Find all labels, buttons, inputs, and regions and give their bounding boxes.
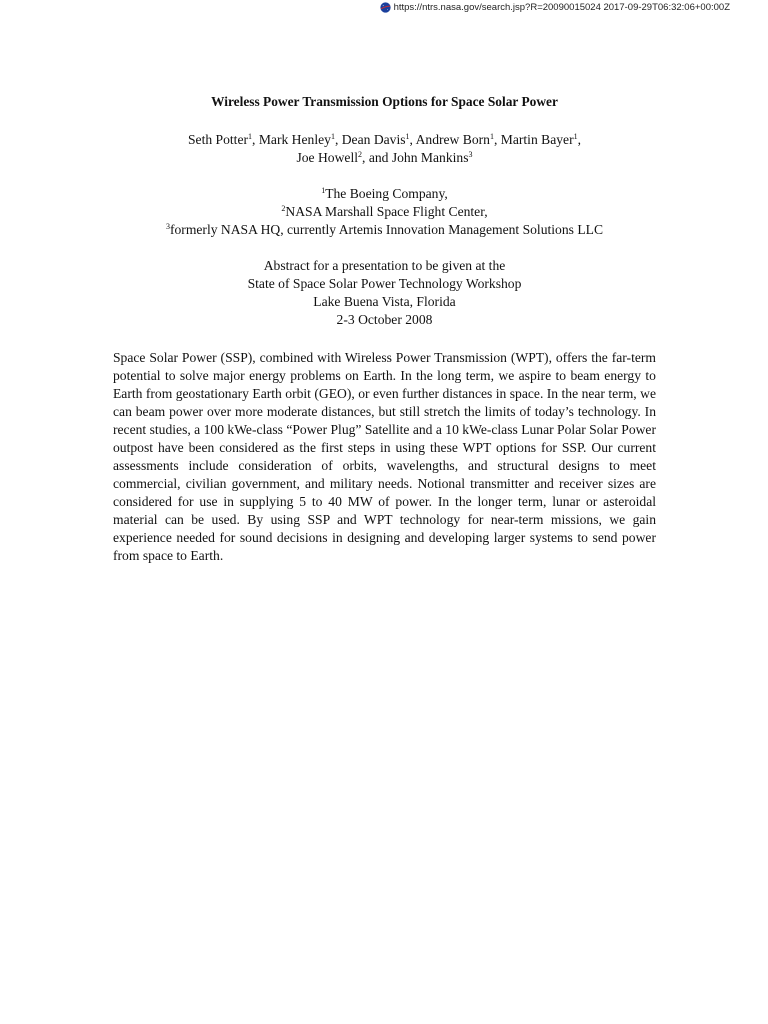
ntrs-header-stamp bbox=[380, 0, 730, 14]
abstract-line: Space Solar Power (SSP), combined with Wireless Power Transmission (WPT), offers bbox=[113, 350, 588, 365]
author: Joe Howell$^2$, and bbox=[296, 150, 392, 165]
abstract-line: considered as the first steps in using these WPT options for SSP. Our current assessments bbox=[113, 440, 656, 473]
document-page bbox=[113, 94, 656, 565]
event-date: 2-3 October 2008 bbox=[336, 312, 433, 327]
abstract-line: larger systems to send power from space to Earth. bbox=[113, 530, 656, 563]
abstract-line: missions, we gain experience needed for sound decisions in designing and developing bbox=[113, 512, 657, 545]
abstract-line: asteroidal material can be used. By using SSP and WPT technology for near-term bbox=[113, 494, 656, 527]
ntrs-url-timestamp: https://ntrs.nasa.gov/search.jsp?R=20090015024 2017-09-29T06:32:06+00:00Z bbox=[393, 1, 730, 13]
nasa-meatball-icon bbox=[380, 2, 391, 13]
author-line-2 bbox=[113, 149, 656, 167]
abstract-line: the far-term potential to solve major energy problems on Earth. In the long term, we bbox=[113, 350, 656, 383]
abstract-line: aspire to beam energy to Earth from geostationary Earth orbit (GEO), or even further bbox=[113, 368, 656, 401]
abstract-line: civilian government, and military needs. Notional transmitter and receiver sizes are bbox=[185, 476, 656, 491]
abstract-paragraph bbox=[113, 349, 656, 565]
abstract-line: considered for use in supplying 5 to 40 MW of power. In the longer term, lunar or bbox=[113, 494, 598, 509]
author-list bbox=[113, 131, 656, 167]
affiliation: $^1$The Boeing Company, bbox=[321, 186, 448, 201]
abstract-line: “Power Plug” Satellite and a 10 kWe-class Lunar Polar Solar Power outpost have been bbox=[113, 422, 656, 455]
author: Seth Potter$^1$, bbox=[187, 132, 259, 147]
paper-title: Wireless Power Transmission Options for Space Solar Power bbox=[211, 94, 558, 109]
event-location: Lake Buena Vista, Florida bbox=[313, 294, 456, 309]
abstract-line: distances in space. In the near term, we can beam power over more moderate distances, bbox=[113, 386, 656, 419]
author: John Mankins$^3$ bbox=[391, 150, 473, 165]
event-workshop-name: State of Space Solar Power Technology Workshop bbox=[247, 276, 522, 291]
abstract-line: but still stretch the limits of today’s technology. In recent studies, a 100 kWe-class bbox=[113, 404, 657, 437]
affiliation: $^3$formerly NASA HQ, currently Artemis Innovation Management Solutions LLC bbox=[165, 222, 604, 237]
abstract-line: include consideration of orbits, wavelengths, and structural designs to meet commercial, bbox=[113, 458, 656, 491]
event-info bbox=[113, 257, 656, 329]
author: Martin Bayer$^1$, bbox=[500, 132, 582, 147]
author-line-1 bbox=[113, 131, 656, 149]
event-intro: Abstract for a presentation to be given at the bbox=[263, 258, 506, 273]
author: Andrew Born$^1$, bbox=[415, 132, 501, 147]
affiliation-list bbox=[113, 185, 656, 239]
affiliation: $^2$NASA Marshall Space Flight Center, bbox=[281, 204, 488, 219]
author: Mark Henley$^1$, bbox=[258, 132, 342, 147]
author: Dean Davis$^1$, bbox=[341, 132, 416, 147]
